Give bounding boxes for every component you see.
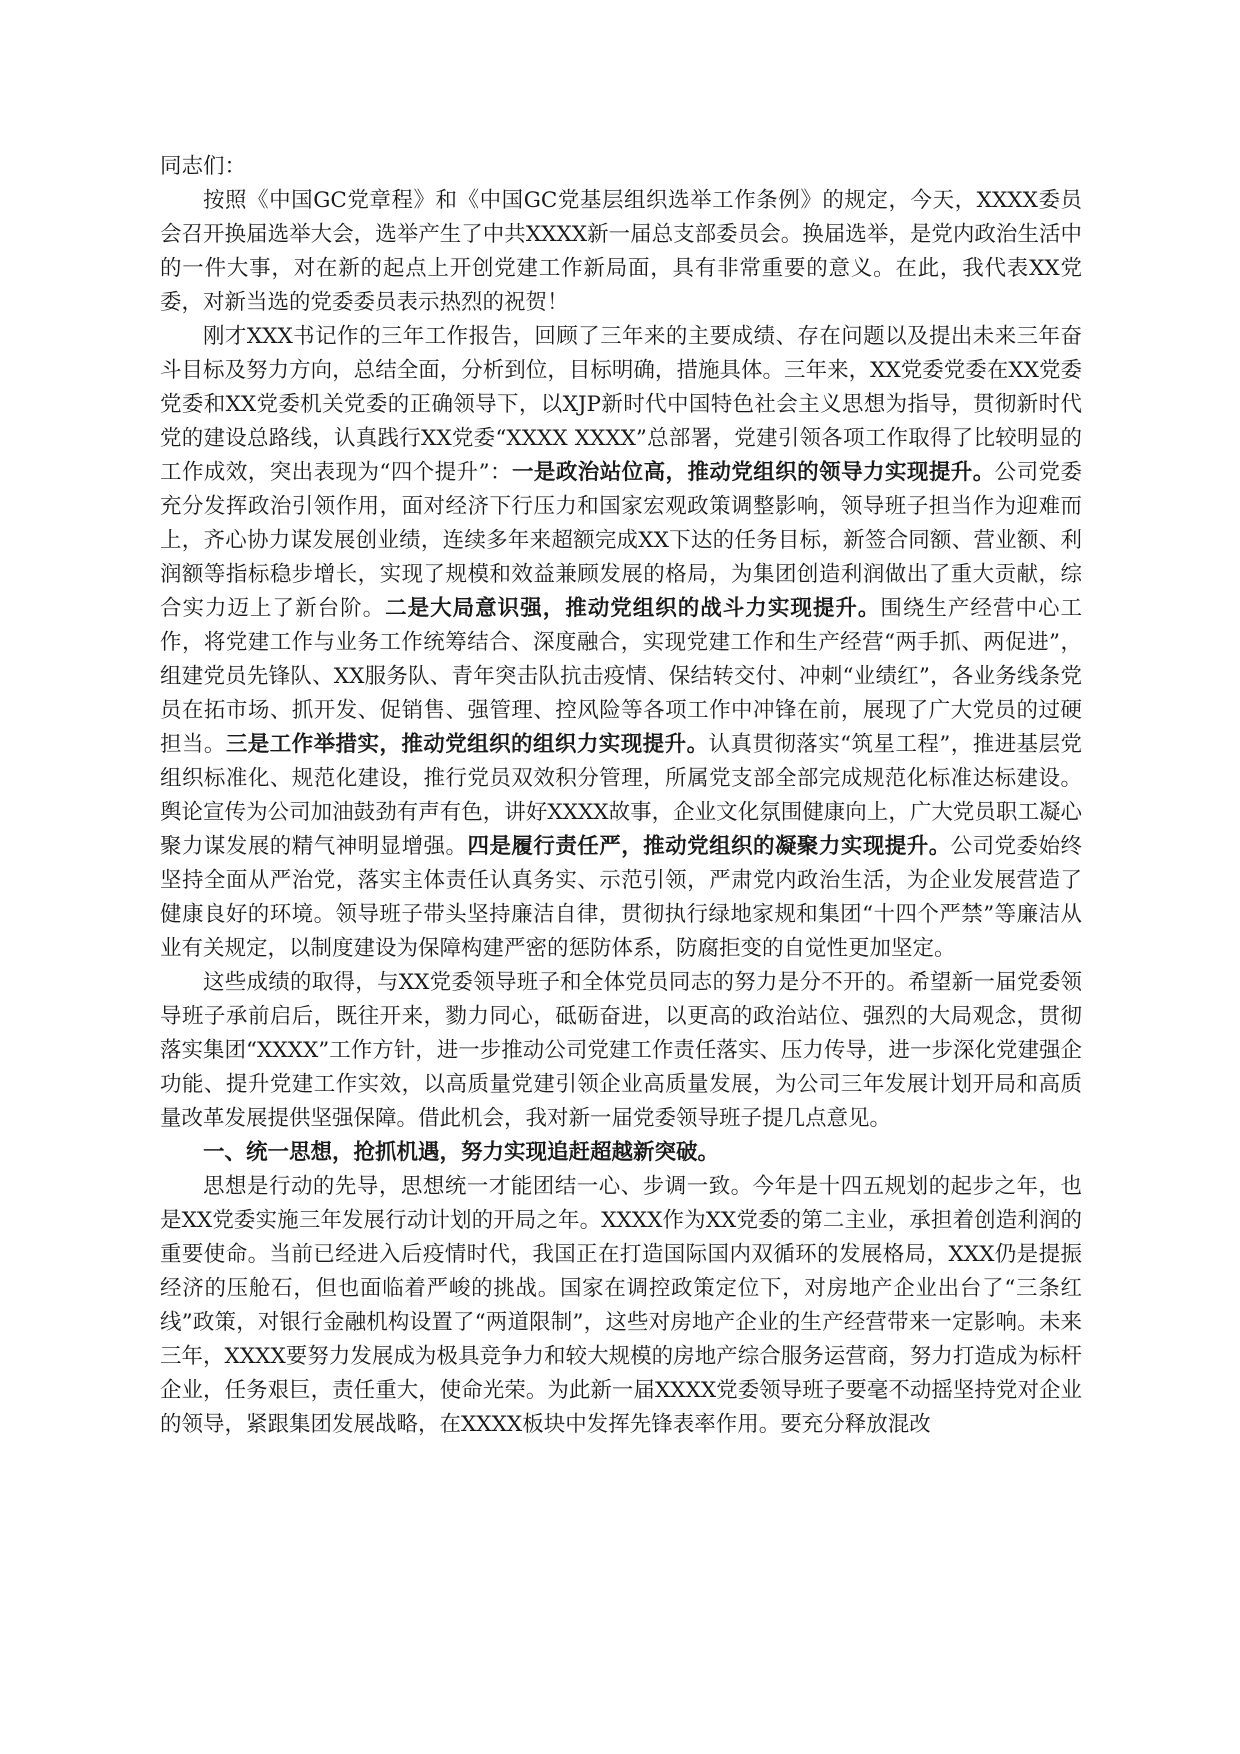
achievements-intro: 刚才XXX书记作的三年工作报告，回顾了三年来的主要成绩、存在问题以及提出未来三年奋斗目标及努力方向，总结全面，分析到位，目标明确，措施具体。三年来，XX党委党委在XX党委党委和XX党委机关党委的正确领导下，以XJP新时代中国特色社会主义思想为指导，贯彻新时代党的建设总路线，认真践行XX党委“XXXX XXXX”总部署，党建引领各项工作取得了比较明显的工作成效，突出表现为“四个提升”： (160, 324, 1082, 485)
point-4-heading: 四是履行责任严，推动党组织的凝聚力实现提升。 (467, 834, 951, 859)
point-4-text: 公司党委始终坚持全面从严治党，落实主体责任认真务实、示范引领，严肃党内政治生活，为企业发展营造了健康良好的环境。领导班子带头坚持廉洁自律，贯彻执行绿地家规和集团“十四个严禁”等廉洁从业有关规定，以制度建设为保障构建严密的惩防体系，防腐拒变的自觉性更加坚定。 (160, 834, 1082, 961)
point-3-heading: 三是工作举措实，推动党组织的组织力实现提升。 (225, 732, 709, 757)
paragraph-expectations: 这些成绩的取得，与XX党委领导班子和全体党员同志的努力是分不开的。希望新一届党委领导班子承前启后，既往开来，勠力同心，砥砺奋进，以更高的政治站位、强烈的大局观念，贯彻落实集团“XXXX”工作方针，进一步推动公司党建工作责任落实、压力传导，进一步深化党建强企功能、提升党建工作实效，以高质量党建引领企业高质量发展，为公司三年发展计划开局和高质量改革发展提供坚强保障。借此机会，我对新一届党委领导班子提几点意见。 (160, 970, 1082, 1131)
paragraph-opening: 按照《中国GC党章程》和《中国GC党基层组织选举工作条例》的规定，今天，XXXX委员会召开换届选举大会，选举产生了中共XXXX新一届总支部委员会。换届选举，是党内政治生活中的一件大事，对在新的起点上开创党建工作新局面，具有非常重要的意义。在此，我代表XX党委，对新当选的党委委员表示热烈的祝贺！ (160, 188, 1082, 315)
document-page (160, 150, 1082, 1442)
point-1-text: 公司党委充分发挥政治引领作用，面对经济下行压力和国家宏观政策调整影响，领导班子担当作为迎难而上，齐心协力谋发展创业绩，连续多年来超额完成XX下达的任务目标，新签合同额、营业额、利润额等指标稳步增长，实现了规模和效益兼顾发展的格局，为集团创造利润做出了重大贡献，综合实力迈上了新台阶。 (160, 460, 1082, 621)
point-3-text: 认真贯彻落实“筑星工程”，推进基层党组织标准化、规范化建设，推行党员双效积分管理，所属党支部全部完成规范化标准达标建设。舆论宣传为公司加油鼓劲有声有色，讲好XXXX故事，企业文化氛围健康向上，广大党员职工凝心聚力谋发展的精气神明显增强。 (160, 732, 1082, 859)
point-1-heading: 一是政治站位高，推动党组织的领导力实现提升。 (511, 460, 995, 485)
point-2-heading: 二是大局意识强，推动党组织的战斗力实现提升。 (385, 596, 881, 621)
salutation: 同志们： (160, 154, 247, 179)
paragraph-section-1: 思想是行动的先导，思想统一才能团结一心、步调一致。今年是十四五规划的起步之年，也是XX党委实施三年发展行动计划的开局之年。XXXX作为XX党委的第二主业，承担着创造利润的重要使命。当前已经进入后疫情时代，我国正在打造国际国内双循环的发展格局，XXX仍是提振经济的压舱石，但也面临着严峻的挑战。国家在调控政策定位下，对房地产企业出台了“三条红线”政策，对银行金融机构设置了“两道限制”，这些对房地产企业的生产经营带来一定影响。未来三年，XXXX要努力发展成为极具竞争力和较大规模的房地产综合服务运营商，努力打造成为标杆企业，任务艰巨，责任重大，使命光荣。为此新一届XXXX党委领导班子要毫不动摇坚持党对企业的领导，紧跟集团发展战略，在XXXX板块中发挥先锋表率作用。要充分释放混改 (160, 1174, 1082, 1437)
point-2-text: 围绕生产经营中心工作，将党建工作与业务工作统筹结合、深度融合，实现党建工作和生产经营“两手抓、两促进”，组建党员先锋队、XX服务队、青年突击队抗击疫情、保结转交付、冲刺“业绩红”，各业务线条党员在拓市场、抓开发、促销售、强管理、控风险等各项工作中冲锋在前，展现了广大党员的过硬担当。 (160, 596, 1082, 757)
paragraph-achievements (160, 320, 1082, 966)
section-heading-1: 一、统一思想，抢抓机遇，努力实现追赶超越新突破。 (203, 1140, 720, 1165)
